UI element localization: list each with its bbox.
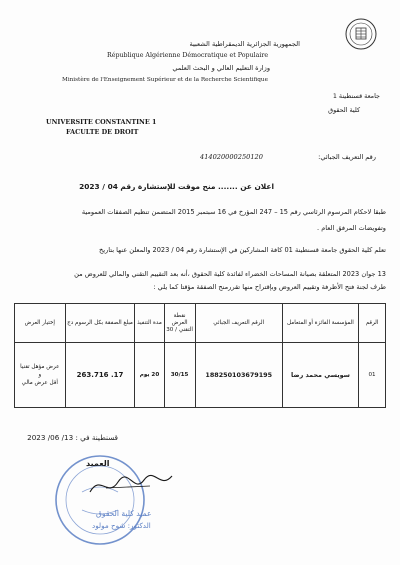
award-table (14, 303, 386, 408)
notice-title: اعلان عن ....... منح موقت للإستشارة رقم 04 / 2023 (79, 182, 274, 191)
cell-score: 30/15 (164, 343, 195, 408)
table-row (15, 343, 386, 408)
stamp-line2: الدكتور: شوح مولود (92, 521, 151, 530)
signatory-title: العميد (86, 459, 110, 468)
ministry-fr: Ministère de l'Enseignement Supérieur et de la Recherche Scientifique (62, 77, 268, 83)
selection-line3: أقل عرض مالي (21, 380, 58, 386)
notice-para3-line2: طرف لجنة فتح الأظرفة وتقييم العروض وبإقتراح منها تقررمنح الصفقة مؤقتا كما يلي : (153, 283, 386, 291)
cell-tax-id: 188250103679195 (195, 343, 282, 408)
notice-para2: تعلم كلية الحقوق جامعة قسنطينة 01 كافة المشاركين في الإستشارة رقم 04 / 2023 والمعلن عنها بتاريخ (98, 246, 386, 254)
col-header-score: نقطة العرض التقني / 30 (164, 304, 195, 343)
notice-para3-line1: 13 جوان 2023 المتعلقة بصيانة المساحات الخضراء لفائدة كلية الحقوق ،أنه بعد التقييم التقني والمالي للعروض من (74, 270, 386, 278)
cell-institution: سويسي محمد رضا (282, 343, 358, 408)
signature-icon (86, 470, 176, 500)
faculty-ar: كلية الحقوق (328, 106, 360, 114)
university-fr: UNIVERSITE CONSTANTINE 1 (46, 118, 157, 126)
university-logo-icon (345, 18, 377, 50)
stamp-line1: عميد كلية الحقوق (96, 509, 152, 518)
university-ar: جامعة قسنطينة 1 (332, 92, 380, 100)
official-stamp-icon (52, 452, 148, 548)
selection-line1: عرض مؤهل تقنيا (20, 364, 60, 370)
tax-id-label: رقم التعريف الجبائي: (318, 153, 376, 161)
selection-line2: و (38, 372, 42, 378)
republic-ar: الجمهورية الجزائرية الديمقراطية الشعبية (189, 40, 300, 48)
col-header-tax-id: الرقم التعريف الجبائي (195, 304, 282, 343)
cell-selection (15, 343, 66, 408)
col-header-num: الرقم (359, 304, 386, 343)
notice-para1-line2: وتفويضات المرفق العام . (317, 224, 386, 232)
notice-para1-line1: طبقا لاحكام المرسوم الرئاسي رقم 15 – 247 المؤرخ في 16 سبتمبر 2015 المتضمن تنظيم الصفقات العمومية (81, 208, 386, 216)
cell-duration: 20 يوم (135, 343, 164, 408)
cell-num: 01 (359, 343, 386, 408)
col-header-selection: إختيار العرض (15, 304, 66, 343)
table-header-row (15, 304, 386, 343)
col-header-duration: مدة التنفيذ (135, 304, 164, 343)
faculty-fr: FACULTE DE DROIT (66, 128, 139, 136)
place-date: قسنطينة في : 13/ 06/ 2023 (27, 433, 118, 442)
republic-fr: République Algérienne Démocratique et Populaire (107, 52, 269, 59)
cell-amount: 263.716 .17 (65, 343, 135, 408)
ministry-ar: وزارة التعليم العالي و البحث العلمي (172, 64, 270, 72)
col-header-amount: مبلغ الصفقة بكل الرسوم دج (65, 304, 135, 343)
tax-id-value: 414020000250120 (200, 153, 263, 161)
col-header-institution: المؤسسة الفائزة أو المتعامل (282, 304, 358, 343)
